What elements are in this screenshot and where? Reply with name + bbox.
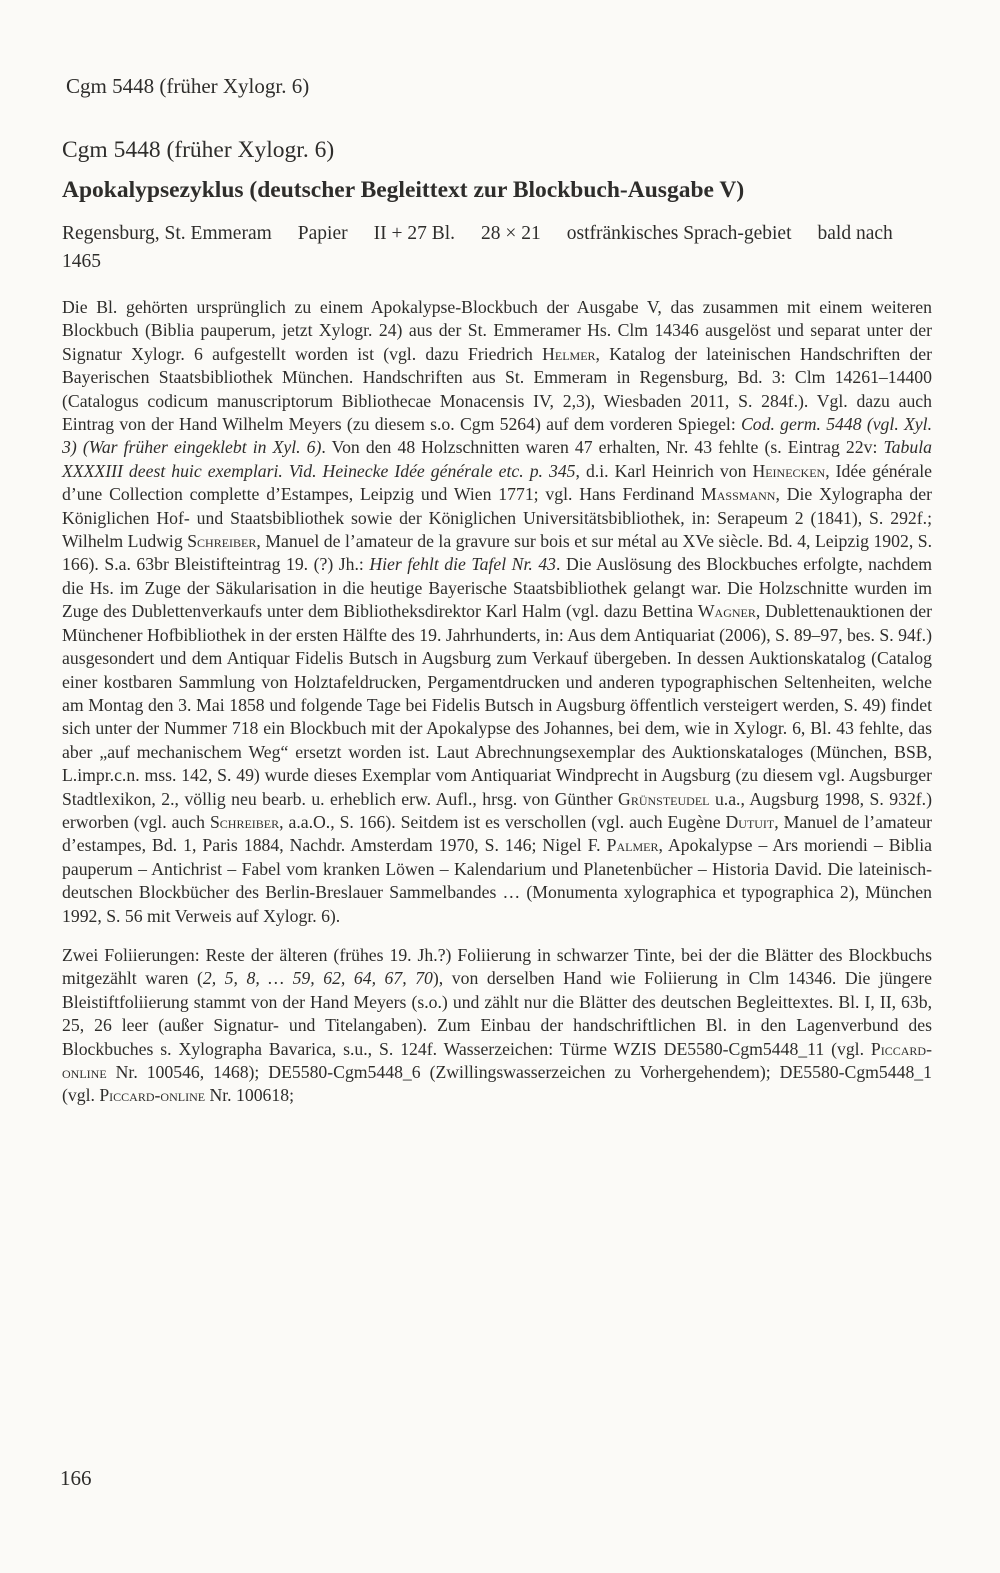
text-run: u.a., Augsburg 1998, S. 932f.) erworben (vgl. auch (62, 788, 932, 832)
text-run: , Manuel de l’amateur d’estampes, Bd. 1, Paris 1884, Nachdr. Amsterdam 1970, S. 146; Nigel F. (62, 811, 933, 856)
text-run: . Die Auslösung des Blockbuches erfolgte, nachdem die Hs. im Zuge der Säkularisation in die heutige Bayerische Staatsbibliothek gelangt war. Die Holzschnitte wurden im Zuge des Dublettenverkaufs unter dem Bibliotheksdirektor Karl Halm (vgl. dazu Bettina (62, 554, 933, 622)
text-run: , Dublettenauktionen der Münchener Hofbibliothek in der ersten Hälfte des 19. Jahrhunderts, in: Aus dem Antiquariat (2006), S. 89–97, bes. S. 94f.) ausgesondert und dem Antiquar Fidelis Butsch in Augsburg zum Verkauf übergeben. In dessen Auktionskatalog (Catalog einer kostbaren Sammlung von Holztafeldrucken, Pergamentdrucken und anderen typographischen Seltenheiten, welche am Montag den 3. Mai 1858 und folgende Tage bei Fidelis Butsch in Augsburg öffentlich versteigert werden, S. 49) findet sich unter der Nummer 718 ein Blockbuch mit der Apokalypse des Johannes, bei dem, wie in Xylogr. 6, Bl. 43 fehlte, das aber „auf mechanischem Weg“ ersetzt worden ist. Laut Abrechnungsexemplar des Auktionskataloges (München, BSB, L.impr.c.n. mss. 142, S. 49) wurde dieses Exemplar vom Antiquariat Windprecht in Augsburg (zu diesem vgl. Augsburger Stadtlexikon, 2., völlig neu bearb. u. erheblich erw. Aufl., hrsg. von Günther (62, 601, 932, 809)
author-name: Wagner (697, 601, 756, 622)
meta-size: 28 × 21 (481, 223, 541, 244)
author-name: Palmer (606, 835, 659, 856)
text-run: , a.a.O., S. 166). Seitdem ist es verschollen (vgl. auch Eugène (279, 811, 726, 832)
quoted-entry: Hier fehlt die Tafel Nr. 43 (369, 554, 557, 575)
meta-date: bald nach 1465 (62, 223, 893, 272)
text-run: Nr. 100546, 1468); DE5580-Cgm5448_6 (Zwillingswasserzeichen zu Vorhergehendem); DE5580-Cgm5448_1 (vgl. (62, 1062, 932, 1106)
quoted-entry: Cod. germ. 5448 (vgl. Xyl. 3) (War früher eingeklebt in Xyl. 6) (62, 414, 932, 458)
text-run: ), von derselben Hand wie Foliierung in Clm 14346. Die jüngere Bleistiftfoliierung stammt von der Hand Meyers (s.o.) und zählt nur die Blätter des deutschen Begleittextes. Bl. I, II, 63b, 25, 26 leer (außer Signatur- und Titelangaben). Zum Einbau der handschriftlichen Bl. in den Lagenverbund des Blockbuches s. Xylographa Bavarica, s.u., S. 124f. Wasserzeichen: Türme WZIS DE5580-Cgm5448_11 (vgl. (62, 968, 932, 1059)
page-number: 166 (60, 1466, 92, 1490)
text-run: , Apokalypse – Ars moriendi – Biblia pauperum – Antichrist – Fabel vom kranken Löwen – Kalendarium und Planetenbücher – Historia David. Die lateinisch-deutschen Blockbücher des Berlin-Breslauer Sammelbandes … (Monumenta xylographica et typographica 2), München 1992, S. 56 mit Verweis auf Xylogr. 6). (62, 835, 932, 926)
database-name: Piccard-online (62, 1038, 932, 1082)
text-run: , d.i. Karl Heinrich von (575, 460, 753, 481)
text-run: Die Bl. gehörten ursprünglich zu einem Apokalypse-Blockbuch der Ausgabe V, das zusammen mit einem weiteren Blockbuch (Biblia pauperum, jetzt Xylogr. 24) aus der St. Emmeramer Hs. Clm 14346 ausgelöst und separat unter der Signatur Xylogr. 6 aufgestellt worden ist (vgl. dazu Friedrich (62, 297, 932, 364)
author-name: Schreiber (209, 811, 280, 832)
text-run: , Manuel de l’amateur de la gravure sur bois et sur métal au XVe siècle. Bd. 4, Leipzig 1902, S. 166). S.a. 63br Bleistifteintrag 19. (?) Jh.: (62, 531, 932, 575)
meta-language: ostfränkisches Sprach-gebiet (566, 223, 792, 244)
text-run: , Idée générale d’une Collection complette d’Estampes, Leipzig und Wien 1771; vgl. Hans Ferdinand (62, 460, 932, 505)
running-head: Cgm 5448 (früher Xylogr. 6) (66, 74, 310, 98)
author-name: Grünsteudel (618, 788, 710, 809)
folio-numbers: 2, 5, 8, … 59, 62, 64, 67, 70 (202, 968, 433, 989)
author-name: Heinecken (752, 460, 826, 481)
text-run: . Von den 48 Holzschnitten waren 47 erhalten, Nr. 43 fehlte (s. Eintrag 22v: (321, 437, 884, 458)
author-name: Dutuit (725, 811, 775, 832)
author-name: Massmann (701, 484, 776, 505)
entry-metadata (62, 220, 932, 276)
text-run: , Die Xylographa der Königlichen Hof- und Staatsbibliothek sowie der Königlichen Universitätsbibliothek, in: Serapeum 2 (1841), S. 292f.; Wilhelm Ludwig (62, 484, 932, 552)
meta-origin: Regensburg, St. Emmeram (62, 223, 272, 244)
catalog-entry (62, 134, 932, 1124)
text-run: , Katalog der lateinischen Handschriften der Bayerischen Staatsbibliothek München. Handschriften aus St. Emmeram in Regensburg, Bd. 3: Clm 14261–14400 (Catalogus codicum manuscriptorum Bibliothecae Monacensis IV, 2,3), Wiesbaden 2011, S. 284f.). Vgl. dazu auch Eintrag von der Hand Wilhelm Meyers (zu diesem s.o. Cgm 5264) auf dem vorderen Spiegel: (62, 343, 932, 435)
text-run: Nr. 100618; (205, 1085, 295, 1106)
database-name: Piccard-online (99, 1085, 206, 1106)
work-title: Apokalypsezyklus (deutscher Begleittext zur Blockbuch-Ausgabe V) (62, 177, 745, 203)
text-run: Zwei Foliierungen: Reste der älteren (frühes 19. Jh.?) Foliierung in schwarzer Tinte, bei der die Blätter des Blockbuchs mitgezählt waren ( (62, 944, 932, 989)
entry-title: Cgm 5448 (früher Xylogr. 6) (62, 137, 335, 163)
description-paragraph (62, 296, 932, 928)
quoted-entry: Tabula XXXXIII deest huic exemplari. Vid. Heinecke Idée générale etc. p. 345 (62, 437, 932, 481)
foliation-paragraph (62, 944, 932, 1108)
meta-material: Papier (297, 223, 348, 244)
meta-leaves: II + 27 Bl. (373, 223, 456, 244)
author-name: Helmer (542, 343, 596, 364)
author-name: Schreiber (187, 531, 257, 552)
